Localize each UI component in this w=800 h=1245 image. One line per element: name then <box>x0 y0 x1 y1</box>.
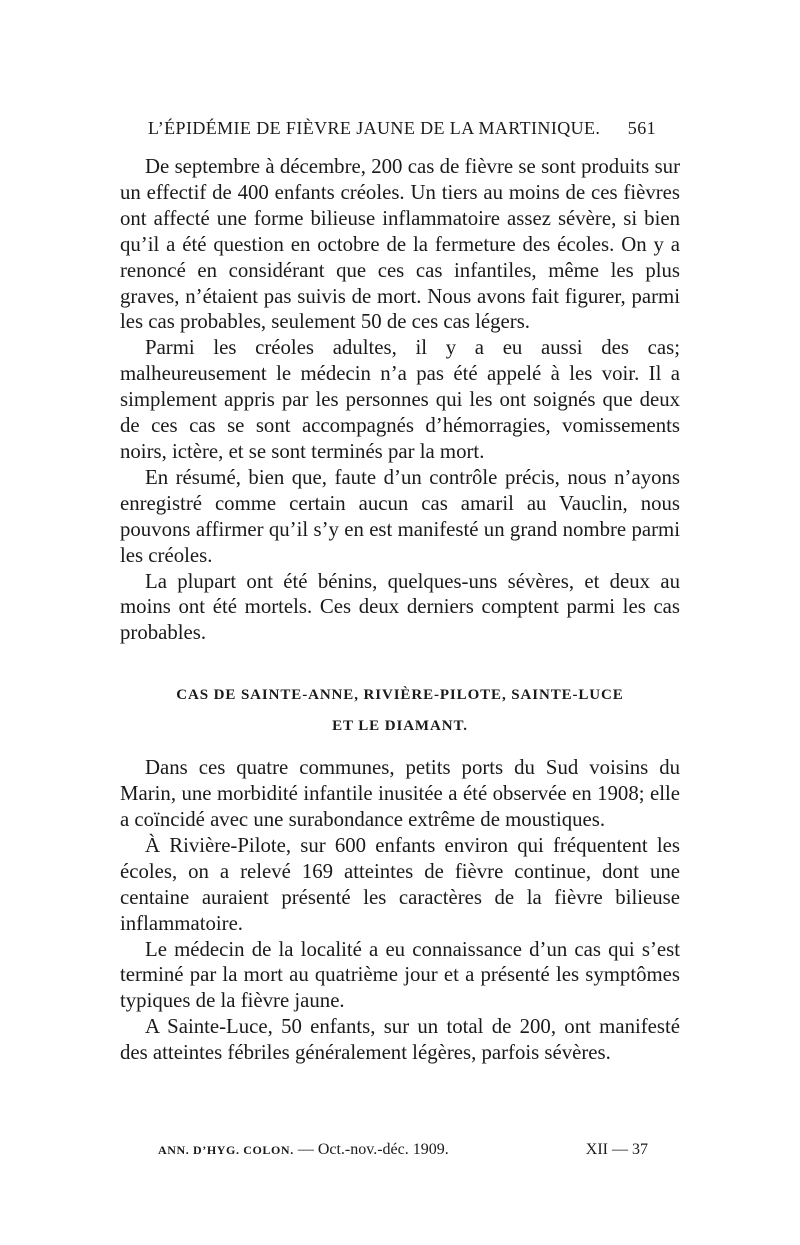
footer-date: — Oct.-nov.-déc. 1909. <box>297 1141 449 1158</box>
footer-citation <box>158 1141 449 1159</box>
paragraph: En résumé, bien que, faute d’un contrôle précis, nous n’ayons enregistré comme certain aucun cas amaril au Vauclin, nous pouvons affirmer qu’il s’y en est manifesté un grand nombre parmi les créoles. <box>120 465 680 567</box>
page-footer <box>158 1141 648 1165</box>
running-head <box>148 118 656 144</box>
paragraph: A Sainte-Luce, 50 enfants, sur un total de 200, ont manifesté des atteintes fébriles généralement légères, parfois sévères. <box>120 1015 680 1065</box>
paragraph: La plupart ont été bénins, quelques-uns sévères, et deux au moins ont été mortels. Ces deux derniers comptent parmi les cas probables. <box>120 569 680 645</box>
page-number: 561 <box>627 118 656 138</box>
footer-signature-mark: XII — 37 <box>585 1141 648 1158</box>
paragraph: Dans ces quatre communes, petits ports du Sud voisins du Marin, une morbidité infantile inusitée a été observée en 1908; elle a coïncidé avec une surabondance extrême de moustiques. <box>120 756 680 832</box>
body-text <box>120 154 680 1066</box>
section-heading-line-1: CAS DE SAINTE-ANNE, RIVIÈRE-PILOTE, SAINTE-LUCE <box>176 687 624 704</box>
paragraph: De septembre à décembre, 200 cas de fièvre se sont produits sur un effectif de 400 enfants créoles. Un tiers au moins de ces fièvres ont affecté une forme bilieuse inflammatoire assez sévère, si bien qu’il a été question en octobre de la fermeture des écoles. On y a renoncé en considérant que ces cas infantiles, même les plus graves, n’étaient pas suivis de mort. Nous avons fait figurer, parmi les cas probables, seulement 50 de ces cas légers. <box>120 155 680 334</box>
footer-journal: ANN. D’HYG. COLON. <box>158 1143 294 1157</box>
section-heading-line-2: ET LE DIAMANT. <box>332 718 468 735</box>
paragraph: Parmi les créoles adultes, il y a eu aussi des cas; malheureusement le médecin n’a pas été appelé à les voir. Il a simplement appris par les personnes qui les ont soignés que deux de ces cas se sont accompagnés d’hémorragies, vomissements noirs, ictère, et se sont terminés par la mort. <box>120 336 680 463</box>
running-head-title: L’ÉPIDÉMIE DE FIÈVRE JAUNE DE LA MARTINIQUE. <box>148 118 601 138</box>
paragraph: Le médecin de la localité a eu connaissance d’un cas qui s’est terminé par la mort au quatrième jour et a présenté les symptômes typiques de la fièvre jaune. <box>120 937 680 1013</box>
paragraph: À Rivière-Pilote, sur 600 enfants environ qui fréquentent les écoles, on a relevé 169 atteintes de fièvre continue, dont une centaine auraient présenté les caractères de la fièvre bilieuse inflammatoire. <box>120 833 680 935</box>
